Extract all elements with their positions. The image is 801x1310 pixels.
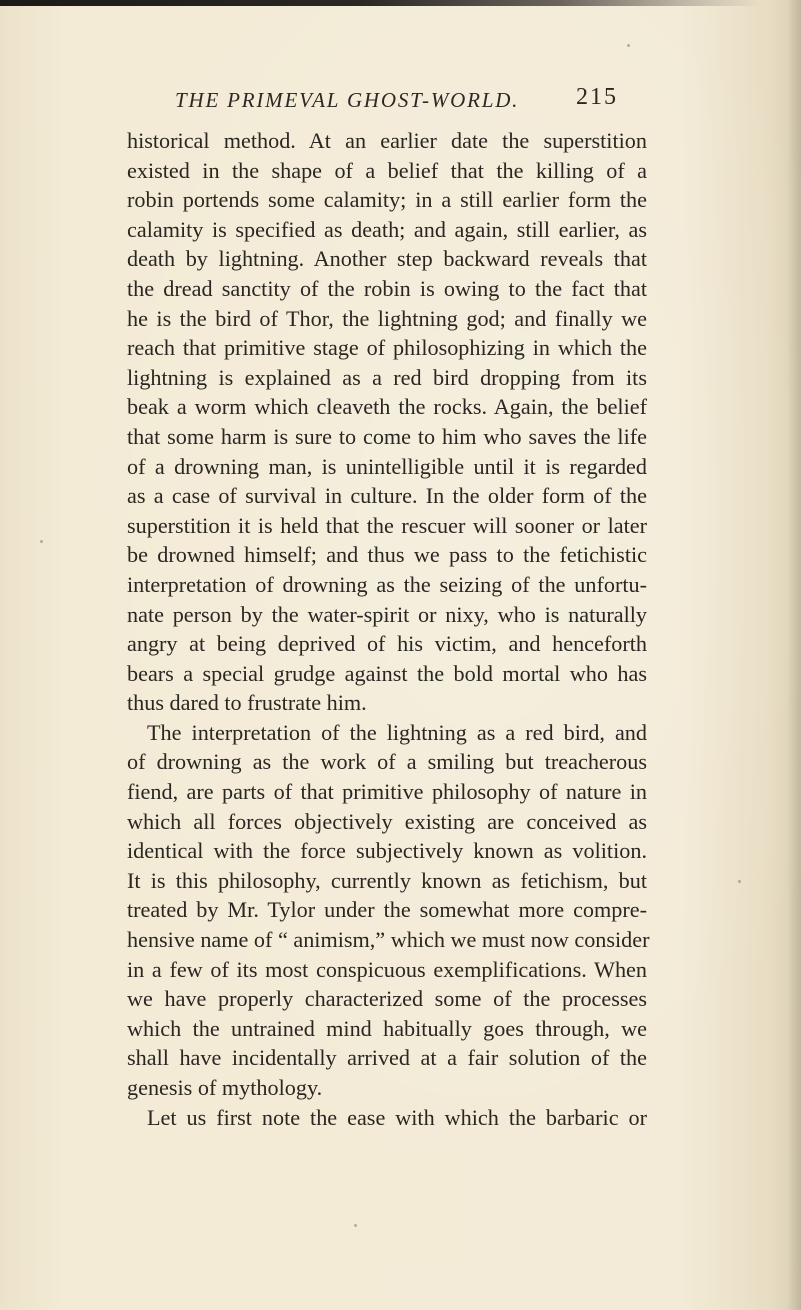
text-line: shall have incidentally arrived at a fair solution of the — [127, 1045, 647, 1071]
text-line: calamity is specified as death; and again, still earlier, as — [127, 216, 647, 242]
text-line: treated by Mr. Tylor under the somewhat more compre- — [127, 897, 647, 923]
page-header — [150, 86, 630, 120]
text-line: in a few of its most conspicuous exemplifications. When — [127, 956, 647, 982]
text-line: nate person by the water-spirit or nixy, who is naturally — [127, 601, 647, 627]
text-line: interpretation of drowning as the seizing of the unfortu- — [127, 571, 647, 597]
paragraph-end-line: thus dared to frustrate him. — [127, 690, 367, 716]
text-line: robin portends some calamity; in a still earlier form the — [127, 187, 647, 213]
text-line: death by lightning. Another step backward reveals that — [127, 246, 647, 272]
text-line: which the untrained mind habitually goes through, we — [127, 1015, 647, 1041]
text-line: identical with the force subjectively known as volition. — [127, 838, 647, 864]
text-line: beak a worm which cleaveth the rocks. Again, the belief — [127, 394, 647, 420]
body-text — [127, 126, 650, 1132]
paragraph-end-line: genesis of mythology. — [127, 1075, 323, 1100]
text-line: angry at being deprived of his victim, and henceforth — [127, 631, 647, 657]
text-line: of drowning as the work of a smiling but treacherous — [127, 749, 647, 775]
text-line: reach that primitive stage of philosophizing in which the — [127, 335, 647, 361]
text-line: It is this philosophy, currently known as fetichism, but — [127, 867, 647, 893]
paragraph-start-line: The interpretation of the lightning as a red bird, and — [147, 719, 647, 745]
text-line: of a drowning man, is unintelligible until it is regarded — [127, 453, 647, 479]
text-line: fiend, are parts of that primitive philosophy of nature in — [127, 779, 647, 805]
right-edge-shadow — [787, 0, 801, 1310]
paper-speck — [354, 1224, 357, 1227]
text-line: which all forces objectively existing are conceived as — [127, 808, 647, 834]
paper-speck — [40, 540, 43, 543]
text-line: lightning is explained as a red bird dropping from its — [127, 364, 647, 390]
top-edge-shadow — [0, 0, 801, 6]
text-line: the dread sanctity of the robin is owing to the fact that — [127, 275, 647, 301]
page-number: 215 — [576, 84, 618, 110]
text-line: be drowned himself; and thus we pass to the fetichistic — [127, 542, 647, 568]
text-line: we have properly characterized some of the processes — [127, 986, 647, 1012]
text-line: that some harm is sure to come to him who saves the life — [127, 423, 647, 449]
paper-speck — [738, 880, 741, 883]
text-line: he is the bird of Thor, the lightning god; and finally we — [127, 305, 647, 331]
text-line: as a case of survival in culture. In the older form of the — [127, 483, 647, 509]
text-line: existed in the shape of a belief that the killing of a — [127, 157, 647, 183]
text-line: hensive name of “ animism,” which we must now consider — [127, 927, 650, 953]
running-head-title: THE PRIMEVAL GHOST-WORLD. — [175, 88, 520, 112]
text-line: superstition it is held that the rescuer will sooner or later — [127, 512, 647, 538]
text-line: bears a special grudge against the bold mortal who has — [127, 660, 647, 686]
text-line: historical method. At an earlier date the superstition — [127, 128, 647, 153]
paper-speck — [627, 44, 630, 47]
paragraph-start-line: Let us first note the ease with which the barbaric or — [147, 1104, 647, 1130]
